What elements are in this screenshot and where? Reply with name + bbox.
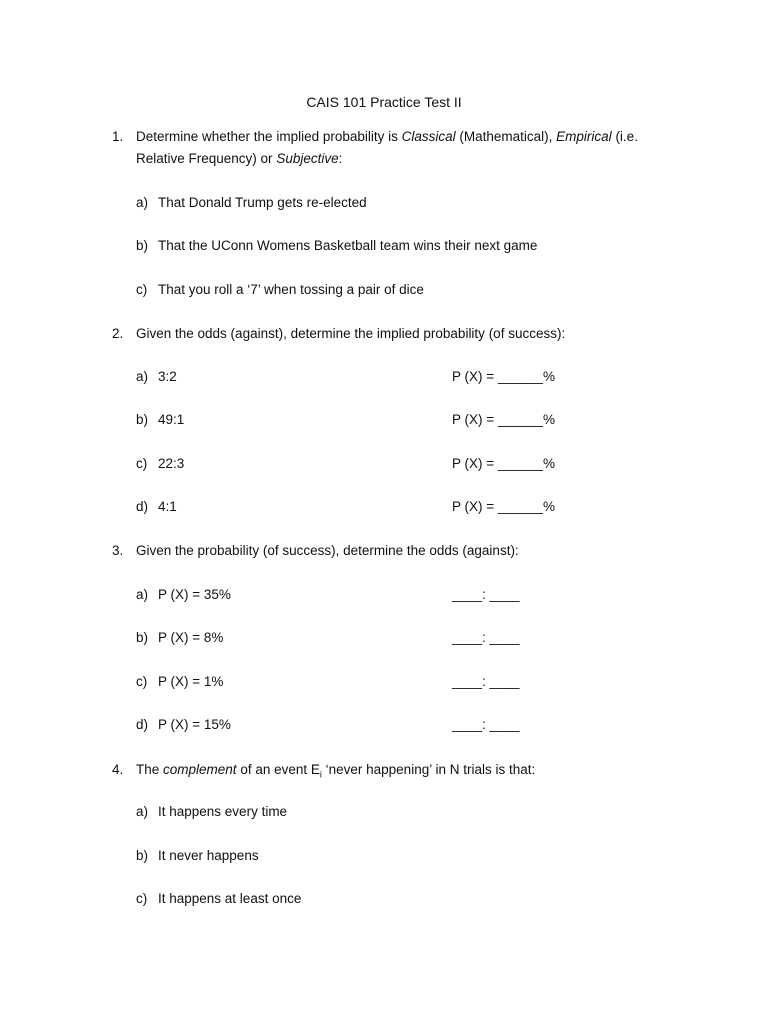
answer-blank: ____: ____ (452, 717, 520, 732)
question-option: a) 3:2 (136, 369, 177, 384)
answer-blank: P (X) = ______% (452, 499, 555, 514)
answer-blank: P (X) = ______% (452, 456, 555, 471)
answer-blank: ____: ____ (452, 630, 520, 645)
question-option: c) That you roll a ‘7’ when tossing a pair of dice (136, 282, 424, 297)
question-option: b) P (X) = 8% (136, 630, 224, 645)
question-option: a) It happens every time (136, 804, 288, 819)
question-number: 1. (112, 129, 124, 144)
question-option: d) P (X) = 15% (136, 717, 231, 732)
question-text: The complement of an event $E_i$ ‘never happening’ in N trials is that: (136, 762, 536, 780)
question-number: 2. (112, 326, 124, 341)
question-option: c) 22:3 (136, 456, 185, 471)
question-text: Given the odds (against), determine the implied probability (of success): (136, 326, 566, 341)
question-number: 4. (112, 762, 124, 777)
question-option: c) P (X) = 1% (136, 674, 224, 689)
question-option: b) That the UConn Womens Basketball team wins their next game (136, 238, 538, 253)
question-option: c) It happens at least once (136, 891, 302, 906)
answer-blank: ____: ____ (452, 587, 520, 602)
question-option: b) 49:1 (136, 412, 185, 427)
answer-blank: P (X) = ______% (452, 412, 555, 427)
page-title: CAIS 101 Practice Test II (306, 94, 462, 110)
answer-blank: ____: ____ (452, 674, 520, 689)
question-option: a) P (X) = 35% (136, 587, 231, 602)
question-number: 3. (112, 543, 124, 558)
question-option: d) 4:1 (136, 499, 177, 514)
question-text: Determine whether the implied probability is Classical (Mathematical), Empirical (i.e. Relative Frequency) or Subjective: (136, 129, 638, 166)
question-option: a) That Donald Trump gets re-elected (136, 195, 367, 210)
question-text: Given the probability (of success), determine the odds (against): (136, 543, 519, 558)
answer-blank: P (X) = ______% (452, 369, 555, 384)
question-option: b) It never happens (136, 848, 259, 863)
